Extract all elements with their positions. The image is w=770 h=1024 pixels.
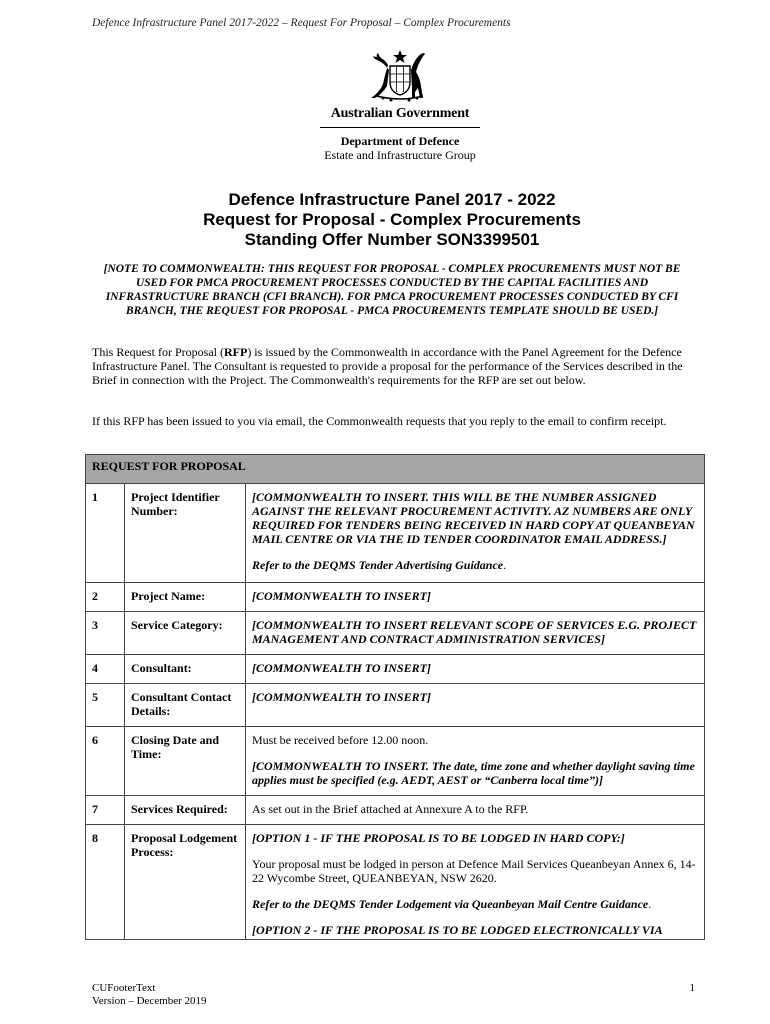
coat-of-arms-icon (363, 48, 437, 104)
row-text (252, 558, 698, 572)
row-label: Consultant: (125, 655, 246, 684)
row-text: [COMMONWEALTH TO INSERT. The date, time zone and whether daylight saving time applies must be specified (e.g. AEDT, AEST or “Canberra local time”)] (252, 759, 695, 787)
row-number: 5 (86, 684, 125, 727)
title-line-3: Standing Offer Number SON3399501 (244, 230, 540, 249)
table-row (86, 825, 705, 940)
row-text: [OPTION 2 - IF THE PROPOSAL IS TO BE LODGED ELECTRONICALLY VIA (252, 923, 663, 937)
table-heading-row (86, 455, 705, 484)
row-text: [OPTION 1 - IF THE PROPOSAL IS TO BE LODGED IN HARD COPY:] (252, 831, 625, 845)
row-text: Your proposal must be lodged in person at Defence Mail Services Queanbeyan Annex 6, 14-22 Wycombe Street, QUEANBEYAN, NSW 2620. (252, 857, 696, 885)
row-number: 1 (86, 484, 125, 583)
row-label: Proposal Lodgement Process: (125, 825, 246, 940)
row-content: [COMMONWEALTH TO INSERT] (246, 684, 705, 727)
table-row (86, 484, 705, 583)
table-row (86, 684, 705, 727)
guidance-ref: Refer to the DEQMS Tender Advertising Guidance (252, 558, 504, 572)
rfp-table (85, 454, 705, 940)
table-row (86, 796, 705, 825)
page-number: 1 (689, 982, 695, 994)
footer-text: CUFooterText (92, 982, 156, 994)
note-to-commonwealth: [NOTE TO COMMONWEALTH: THIS REQUEST FOR PROPOSAL - COMPLEX PROCUREMENTS MUST NOT BE USED FOR PMCA PROCUREMENT PROCESSES CONDUCTED BY THE CAPITAL FACILITIES AND INFRASTRUCTURE BRANCH (CFI BRANCH). FOR PMCA PROCUREMENT PROCESSES CONDUCTED BY CFI BRANCH, THE REQUEST FOR PROPOSAL - PMCA PROCUREMENTS TEMPLATE SHOULD BE USED.] (103, 263, 681, 317)
row-content: [COMMONWEALTH TO INSERT RELEVANT SCOPE OF SERVICES E.G. PROJECT MANAGEMENT AND CONTRACT ADMINISTRATION SERVICES] (246, 612, 705, 655)
guidance-ref: Refer to the DEQMS Tender Lodgement via Queanbeyan Mail Centre Guidance (252, 897, 649, 911)
row-label: Services Required: (125, 796, 246, 825)
row-number: 8 (86, 825, 125, 940)
group-name: Estate and Infrastructure Group (324, 148, 476, 162)
row-content (246, 727, 705, 796)
row-number: 6 (86, 727, 125, 796)
row-text: Must be received before 12.00 noon. (252, 733, 429, 747)
row-label: Closing Date and Time: (125, 727, 246, 796)
footer-version: Version – December 2019 (92, 995, 207, 1007)
intro-text-start: This Request for Proposal ( (92, 345, 224, 359)
intro-text-end: ) is issued by the Commonwealth in accordance with the Panel Agreement for the Defence Infrastructure Panel. The Consultant is requested to provide a proposal for the performance of the Services described in the Brief in connection with the Project. The Commonwealth's requirements for the RFP are set out below. (92, 345, 683, 387)
running-header: Defence Infrastructure Panel 2017-2022 – Request For Proposal – Complex Procurements (92, 17, 511, 29)
table-row (86, 583, 705, 612)
row-number: 2 (86, 583, 125, 612)
rfp-abbrev: RFP (223, 345, 248, 359)
row-content: [COMMONWEALTH TO INSERT] (246, 583, 705, 612)
table-row (86, 655, 705, 684)
row-text (252, 897, 698, 911)
intro-paragraph (92, 345, 692, 387)
row-content (246, 484, 705, 583)
footer-left (92, 982, 207, 1008)
table-heading: REQUEST FOR PROPOSAL (86, 455, 705, 484)
row-number: 3 (86, 612, 125, 655)
row-label: Consultant Contact Details: (125, 684, 246, 727)
table-row (86, 612, 705, 655)
table-row (86, 727, 705, 796)
email-paragraph: If this RFP has been issued to you via email, the Commonwealth requests that you reply to the email to confirm receipt. (92, 414, 667, 428)
row-number: 4 (86, 655, 125, 684)
row-label: Project Identifier Number: (125, 484, 246, 583)
row-label: Service Category: (125, 612, 246, 655)
punct: . (503, 558, 507, 572)
department-name: Department of Defence (340, 134, 460, 148)
row-content: As set out in the Brief attached at Annexure A to the RFP. (246, 796, 705, 825)
title-line-1: Defence Infrastructure Panel 2017 - 2022 (228, 190, 556, 209)
row-number: 7 (86, 796, 125, 825)
punct: . (648, 897, 652, 911)
row-label: Project Name: (125, 583, 246, 612)
logo-divider (320, 127, 480, 128)
government-name: Australian Government (330, 106, 470, 121)
row-text: [COMMONWEALTH TO INSERT. THIS WILL BE THE NUMBER ASSIGNED AGAINST THE RELEVANT PROCUREMENT ACTIVITY. AZ NUMBERS ARE ONLY REQUIRED FOR TENDERS BEING RECEIVED IN HARD COPY AT QUEANBEYAN MAIL CENTRE OR VIA THE ID TENDER COORDINATOR EMAIL ADDRESS.] (252, 490, 695, 546)
row-content: [COMMONWEALTH TO INSERT] (246, 655, 705, 684)
row-content (246, 825, 705, 940)
government-logo (300, 48, 500, 162)
document-title (92, 190, 692, 250)
title-line-2: Request for Proposal - Complex Procurements (203, 210, 581, 229)
